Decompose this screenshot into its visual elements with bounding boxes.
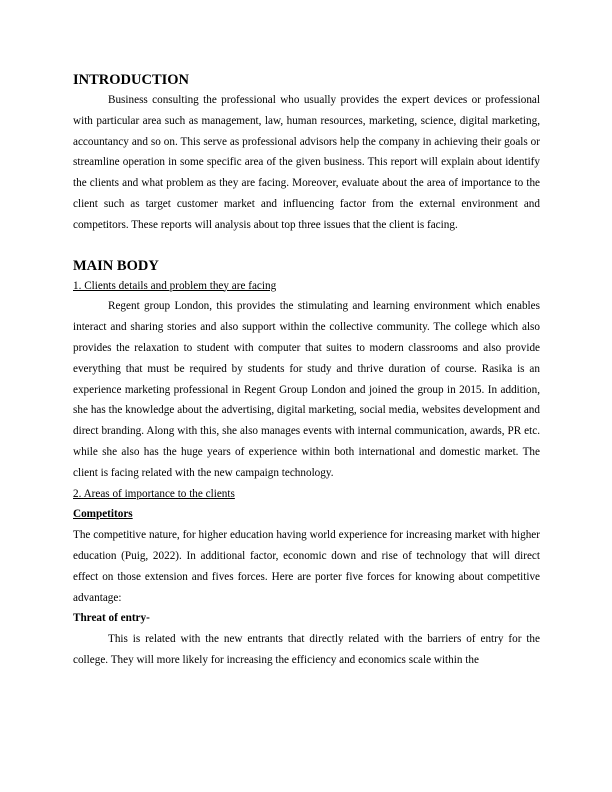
competitors-paragraph: The competitive nature, for higher education having world experience for increasing market with higher education (Puig, 2022). In additional factor, economic down and rise of technology that will direct effect on those extension and fives forces. Here are porter five forces for knowing about competitive advantage: [73, 529, 540, 604]
section-2-title [73, 484, 540, 505]
section-2-title-text: 2. Areas of importance to the clients [73, 487, 235, 500]
threat-of-entry-label: Threat of entry- [73, 612, 150, 625]
main-body-heading: MAIN BODY [73, 257, 159, 274]
section-1-paragraph: Regent group London, this provides the stimulating and learning environment which enables interact and sharing stories and also support within the collective community. The college which also provides the relaxation to student with computer that suites to modern classrooms and also provide everything that must be required by students for study and thrive duration of course. Rasika is an experience marketing professional in Regent Group London and joined the group in 2015. In addition, she has the knowledge about the advertising, digital marketing, social media, websites development and direct branding. Along with this, she also manages events with internal communication, awards, PR etc. while she also has the huge years of experience within both international and domestic market. The client is facing related with the new campaign technology. [73, 300, 540, 479]
competitors-label-text: Competitors [73, 508, 133, 521]
document-page [73, 70, 540, 671]
threat-of-entry-paragraph: This is related with the new entrants that directly related with the barriers of entry for the college. They will more likely for increasing the efficiency and economics scale within the [73, 633, 540, 666]
section-1-title-text: 1. Clients details and problem they are facing [73, 279, 277, 292]
competitors-label [73, 504, 540, 525]
section-1-title [73, 276, 540, 297]
introduction-paragraph: Business consulting the professional who usually provides the expert devices or professional with particular area such as management, law, human resources, marketing, science, digital marketing, accountancy and so on. This serve as professional advisors help the company in achieving their goals or streamline operation in some specific area of the given business. This report will explain about identify the clients and what problem as they are facing. Moreover, evaluate about the area of importance to the client such as target customer market and influencing factor from the external environment and competitors. These reports will analysis about top three issues that the client is facing. [73, 94, 540, 231]
introduction-heading: INTRODUCTION [73, 72, 190, 88]
